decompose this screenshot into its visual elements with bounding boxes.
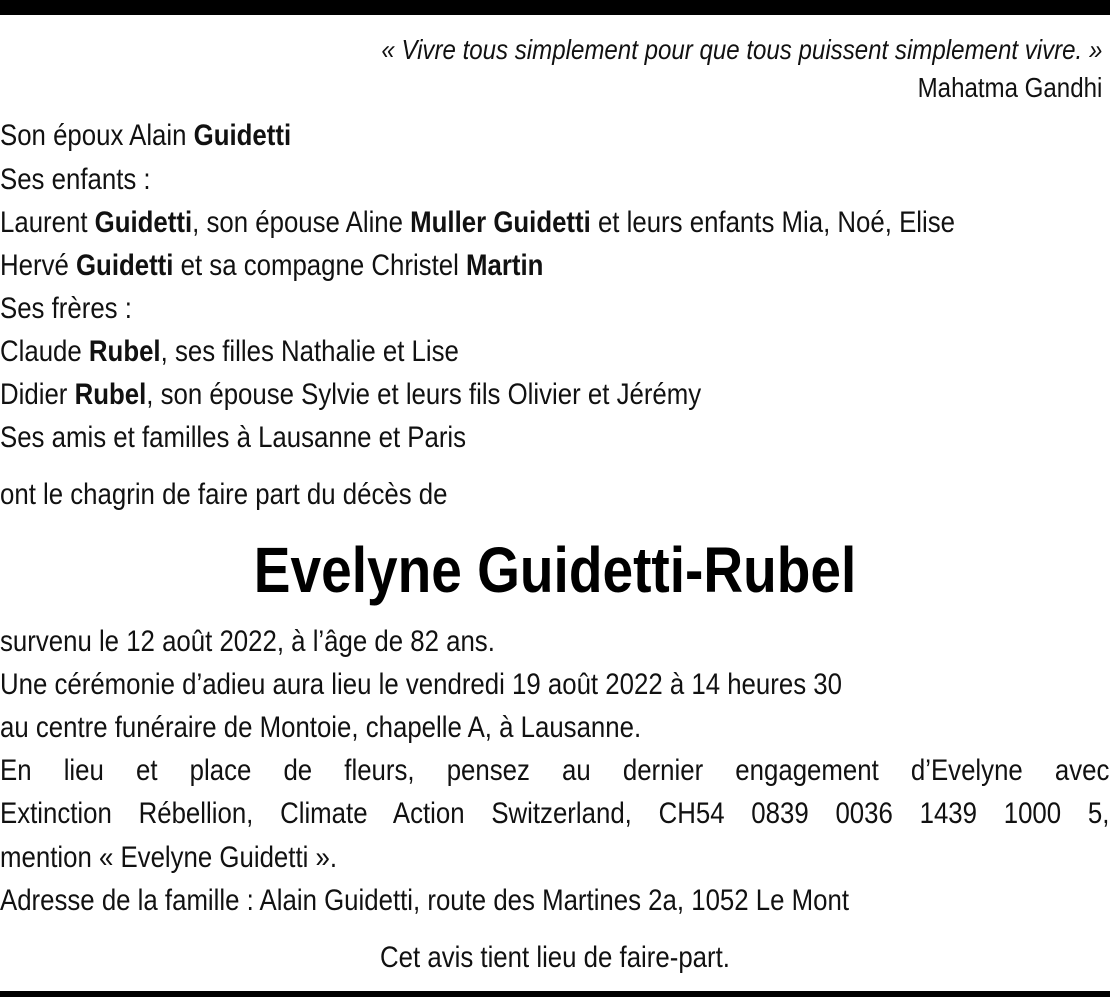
child1-mid: , son épouse Aline — [192, 206, 411, 239]
details-line-6: mention « Evelyne Guidetti ». — [0, 841, 338, 874]
child2-partner-surname: Martin — [465, 249, 544, 282]
children-heading: Ses enfants : — [0, 163, 151, 196]
closing-note: Cet avis tient lieu de faire-part. — [380, 941, 730, 974]
brother-line-1 — [0, 334, 459, 370]
child1-surname: Guidetti — [94, 206, 193, 239]
brother1-first: Claude — [0, 335, 89, 368]
brother1-rest: , ses filles Nathalie et Lise — [160, 335, 459, 368]
details-line-1: survenu le 12 août 2022, à l’âge de 82 ans. — [0, 625, 495, 658]
bottom-border — [0, 991, 1110, 997]
child1-spouse-surname: Muller Guidetti — [410, 206, 591, 239]
details-line-2: Une cérémonie d’adieu aura lieu le vendredi 19 août 2022 à 14 heures 30 — [0, 668, 842, 701]
quote-author: Mahatma Gandhi — [917, 72, 1102, 103]
details-line-5: Extinction Rébellion, Climate Action Switzerland, CH54 0839 0036 1439 1000 5, — [0, 797, 1110, 830]
child2-mid: et sa compagne Christel — [173, 249, 466, 282]
spouse-line — [0, 118, 291, 154]
child2-first: Hervé — [0, 249, 76, 282]
brother-line-2 — [0, 377, 701, 413]
child1-first: Laurent — [0, 206, 95, 239]
details-line-4: En lieu et place de fleurs, pensez au dernier engagement d’Evelyne avec — [0, 754, 1110, 787]
top-border — [0, 0, 1110, 15]
spouse-name: Son époux Alain — [0, 119, 194, 152]
deceased-name: Evelyne Guidetti-Rubel — [253, 534, 857, 606]
brother2-first: Didier — [0, 378, 75, 411]
brothers-heading: Ses frères : — [0, 292, 132, 325]
brother1-surname: Rubel — [88, 335, 161, 368]
brother2-rest: , son épouse Sylvie et leurs fils Olivier et Jérémy — [146, 378, 702, 411]
quote-text-italic: « Vivre tous simplement pour que tous puissent simplement vivre. » — [381, 34, 1102, 65]
friends-line: Ses amis et familles à Lausanne et Paris — [0, 421, 467, 454]
child2-surname: Guidetti — [75, 249, 174, 282]
announcement: ont le chagrin de faire part du décès de — [0, 478, 448, 511]
child-line-1 — [0, 205, 955, 241]
spouse-surname: Guidetti — [193, 119, 292, 152]
family-address: Adresse de la famille : Alain Guidetti, route des Martines 2a, 1052 Le Mont — [0, 884, 850, 917]
details-line-3: au centre funéraire de Montoie, chapelle A, à Lausanne. — [0, 711, 642, 744]
child1-rest: et leurs enfants Mia, Noé, Elise — [590, 206, 956, 239]
epigraph — [381, 31, 1102, 107]
brother2-surname: Rubel — [74, 378, 147, 411]
quote-text — [381, 31, 1102, 69]
child-line-2 — [0, 248, 543, 284]
